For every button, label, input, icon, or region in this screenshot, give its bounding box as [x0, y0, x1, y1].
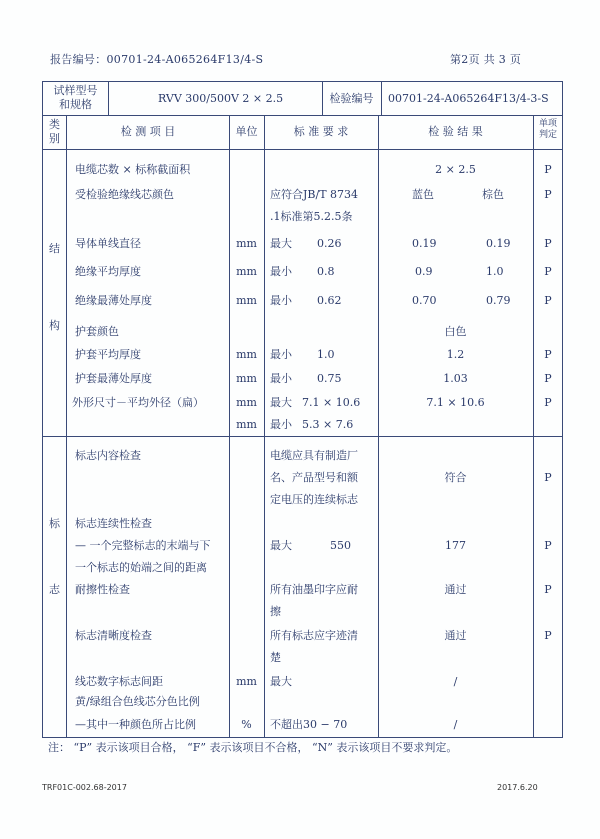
table-row-result: 通过: [444, 629, 467, 642]
table-row-item: 标志内容检查: [75, 449, 141, 462]
table-row-std-value: 0.62: [317, 294, 342, 307]
table-row-unit: mm: [236, 348, 257, 361]
table-row-result-2: 0.79: [486, 294, 511, 307]
table-row-item-cont: 黄/绿组合色线芯分色比例: [75, 695, 200, 708]
table-row-result-1: 蓝色: [412, 188, 434, 201]
table-row-judgement: P: [544, 583, 552, 596]
table-row-std-key: 最小: [270, 418, 292, 431]
table-row-result-1: 0.70: [412, 294, 437, 307]
report-number-value: 00701-24-A065264F13/4-S: [106, 53, 264, 66]
table-row-judgement: P: [544, 348, 552, 361]
table-row-standard: 所有标志应字迹清: [270, 629, 358, 642]
table-row-item: 护套平均厚度: [75, 348, 141, 361]
table-row-std-value: 0.26: [317, 237, 342, 250]
col-category: 类 别: [49, 118, 60, 145]
table-row-item: 标志连续性检查: [75, 517, 152, 530]
table-row-item-cont: 一个标志的始端之间的距离: [75, 561, 207, 574]
table-row-std-value: 5.3 × 7.6: [302, 418, 354, 431]
model-label: 试样型号 和规格: [53, 84, 98, 111]
table-row-judgement: P: [544, 629, 552, 642]
table-row-judgement: P: [544, 372, 552, 385]
table-row-judgement: P: [544, 471, 552, 484]
table-row-item: 护套颜色: [75, 325, 119, 338]
col-judgement: 单项 判定: [538, 119, 557, 140]
table-row-result: /: [453, 718, 458, 731]
table-row-judgement: P: [544, 237, 552, 250]
table-row-item: 护套最薄处厚度: [75, 372, 152, 385]
table-row-result: 符合: [444, 471, 467, 484]
table-row-standard: 所有油墨印字应耐: [270, 583, 358, 596]
table-row-unit: %: [241, 718, 252, 731]
table-row-standard: 应符合JB/T 8734: [270, 188, 359, 201]
table-row-unit: mm: [236, 372, 257, 385]
table-row-item: 线芯数字标志间距: [75, 675, 163, 688]
table-row-standard: 不超出30 − 70: [270, 718, 348, 731]
form-date: 2017.6.20: [497, 783, 538, 792]
section-structure-label-1: 结: [49, 242, 60, 255]
table-row-item: 外形尺寸－平均外径（扁）: [72, 396, 204, 409]
table-row-item: 标志清晰度检查: [75, 629, 152, 642]
page-info: 第2页 共 3 页: [450, 53, 522, 66]
table-row-standard-cont: 名、产品型号和额: [270, 471, 358, 484]
table-row-std-key: 最小: [270, 294, 292, 307]
table-row-unit: mm: [236, 294, 257, 307]
inspection-number-value: 00701-24-A065264F13/4-3-S: [388, 92, 549, 105]
table-row-result-2: 棕色: [482, 188, 504, 201]
report-number-label: 报告编号：: [50, 53, 107, 66]
table-row-std-key: 最大: [270, 237, 292, 250]
table-row-std-value: 1.0: [317, 348, 335, 361]
table-row-item: 绝缘平均厚度: [75, 265, 141, 278]
table-row-standard-cont: 擦: [270, 605, 281, 618]
table-row-std-value: 0.8: [317, 265, 335, 278]
table-row-judgement: P: [544, 163, 552, 176]
table-row-unit: mm: [236, 418, 257, 431]
table-row-standard-cont: 定电压的连续标志: [270, 493, 358, 506]
col-result: 检 验 结 果: [428, 125, 483, 138]
table-row-judgement: P: [544, 539, 552, 552]
table-row-item: 电缆芯数 × 标称截面积: [75, 163, 191, 176]
table-row-judgement: P: [544, 265, 552, 278]
table-row-std-key: 最大: [270, 539, 292, 552]
table-row-result: 白色: [444, 325, 467, 338]
table-row-result: 1.03: [443, 372, 468, 385]
table-row-std-key: 最小: [270, 348, 292, 361]
table-row-result: 2 × 2.5: [435, 163, 476, 176]
col-unit: 单位: [235, 125, 258, 138]
table-row-judgement: P: [544, 188, 552, 201]
table-row-unit: mm: [236, 265, 257, 278]
table-row-result: 1.2: [446, 348, 465, 361]
table-row-result-1: 0.19: [412, 237, 437, 250]
col-standard: 标 准 要 求: [293, 125, 349, 138]
table-row-result-1: 0.9: [415, 265, 433, 278]
inspection-number-label: 检验编号: [329, 92, 374, 105]
form-code: TRF01C-002.68-2017: [42, 783, 127, 792]
table-row-std-value: 7.1 × 10.6: [302, 396, 361, 409]
table-row-item: 绝缘最薄处厚度: [75, 294, 152, 307]
table-row-std-value: 0.75: [317, 372, 342, 385]
table-row-item-cont: — 一个完整标志的末端与下: [75, 539, 211, 552]
table-row-unit: mm: [236, 675, 257, 688]
section-marking-label-1: 标: [49, 517, 60, 530]
section-marking-label-2: 志: [49, 583, 60, 596]
table-row-unit: mm: [236, 396, 257, 409]
table-row-judgement: P: [544, 396, 552, 409]
table-row-std-value: 550: [330, 539, 351, 552]
table-row-standard-cont: 楚: [270, 651, 281, 664]
table-row-result: /: [453, 675, 458, 688]
table-row-item: 耐擦性检查: [75, 583, 130, 596]
table-row-item: 导体单线直径: [75, 237, 141, 250]
model-value: RVV 300/500V 2 × 2.5: [158, 92, 284, 105]
table-row-standard: 电缆应具有制造厂: [270, 449, 358, 462]
table-row-std-key: 最小: [270, 372, 292, 385]
table-row-result-2: 0.19: [486, 237, 511, 250]
table-row-result: 7.1 × 10.6: [426, 396, 485, 409]
table-row-result: 通过: [444, 583, 467, 596]
table-row-std-key: 最大: [270, 396, 292, 409]
table-row-std-key: 最小: [270, 265, 292, 278]
table-row-item: 受检验绝缘线芯颜色: [75, 188, 174, 201]
table-row-std-key: 最大: [270, 675, 292, 688]
section-structure-label-2: 构: [49, 319, 60, 332]
col-item: 检 测 项 目: [120, 125, 176, 138]
report-number: [50, 51, 263, 67]
table-row-item: —其中一种颜色所占比例: [75, 718, 196, 731]
table-row-judgement: P: [544, 294, 552, 307]
table-row-result: 177: [445, 539, 466, 552]
table-row-unit: mm: [236, 237, 257, 250]
table-row-result-2: 1.0: [486, 265, 504, 278]
table-row-standard-cont: .1标准第5.2.5条: [270, 210, 353, 223]
legend-note: 注： “P” 表示该项目合格， “F” 表示该项目不合格， “N” 表示该项目不要求判定。: [48, 741, 458, 754]
